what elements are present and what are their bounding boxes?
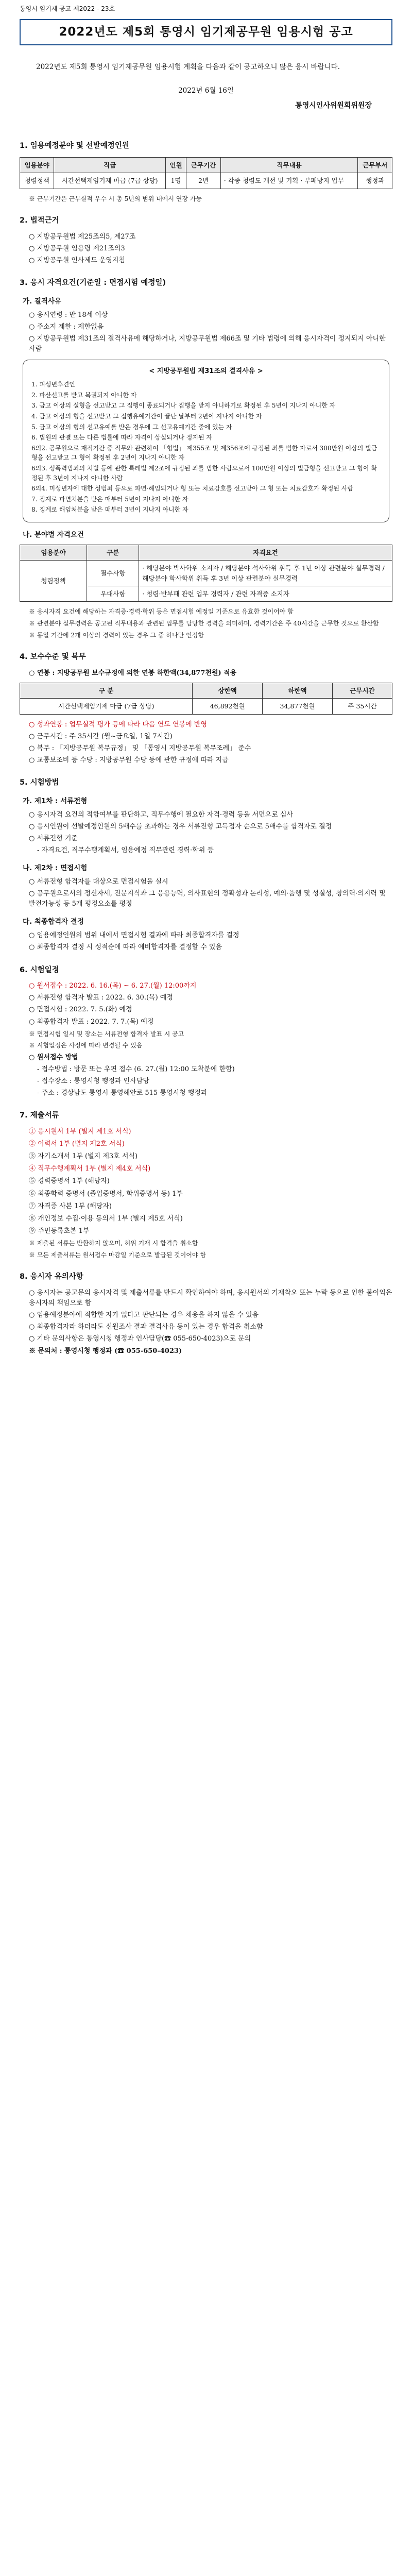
col-header: 인원 — [165, 157, 186, 173]
list-item: - 접수장소 : 통영시청 행정과 인사담당 — [37, 1077, 149, 1086]
salary-line: ○ 연봉 : 지방공무원 보수규정에 의한 연봉 하한액(34,877천원) 적용 — [29, 669, 237, 677]
list-item: ④ 직무수행계획서 1부 (별지 제4호 서식) — [29, 1165, 151, 1173]
section-5-title: 5. 시험방법 — [20, 778, 59, 787]
contact-line: ※ 문의처 : 통영시청 행정과 (☎ 055-650-4023) — [29, 1347, 182, 1355]
section-4-title: 4. 보수수준 및 복무 — [20, 653, 86, 662]
list-item: ○ 지방공무원법 제31조의 결격사유에 해당하거나, 지방공무원법 제66조 및 기타 법령에 의해 응시자격이 정지되지 아니한 사람 — [29, 334, 386, 353]
list-item: - 접수방법 : 방문 또는 우편 접수 (6. 27.(월) 12:00 도착분에 한함) — [37, 1065, 235, 1073]
box-item: 6의2. 공무원으로 재직기간 중 직무와 관련하여 「형법」 제355조 및 제356조에 규정된 죄를 범한 자로서 300만원 이상의 벌금형을 선고받고 그 형이 확정된 후 2년이 지나지 아니한 자 — [31, 444, 377, 462]
table-cell: 2년 — [186, 173, 220, 189]
box-item: 6의4. 미성년자에 대한 성범죄 등으로 파면·해임되거나 형 또는 치료감호를 선고받아 그 형 또는 치료감호가 확정된 사람 — [31, 485, 353, 493]
notice-date: 2022년 6월 16일 — [178, 86, 234, 95]
list-item: ○ 복무 : 「지방공무원 복무규정」 및 「통영시 지방공무원 복무조례」 준수 — [29, 744, 251, 752]
table-cell: 시간선택제임기제 마급 (7급 상당) — [20, 699, 193, 714]
list-item: ⑤ 경력증명서 1부 (해당자) — [29, 1177, 110, 1185]
list-item: ③ 자기소개서 1부 (별지 제3호 서식) — [29, 1153, 138, 1161]
table-cell: 청렴정책 — [20, 173, 54, 189]
col-header: 임용분야 — [20, 157, 54, 173]
col-header: 하한액 — [263, 683, 333, 698]
list-item: ○ 최종합격자 결정 시 성적순에 따라 예비합격자를 결정할 수 있음 — [29, 943, 222, 952]
note: ※ 관련분야 실무경력은 공고된 직무내용과 관련된 업무를 담당한 경력을 의미하며, 경력기간은 주 40시간을 근무한 것으로 환산함 — [29, 620, 379, 628]
page-title: 2022년도 제5회 통영시 임기제공무원 임용시험 공고 — [59, 25, 353, 39]
list-item: ○ 교통보조비 등 수당 : 지방공무원 수당 등에 관한 규정에 따라 지급 — [29, 756, 229, 764]
box-title: < 지방공무원법 제31조의 결격사유 > — [149, 367, 263, 376]
disqualification-box — [23, 360, 389, 522]
col-header: 직급 — [54, 157, 165, 173]
list-item: ○ 지방공무원법 제25조의5, 제27조 — [29, 232, 136, 241]
list-item: ○ 임용예정분야에 적합한 자가 없다고 판단되는 경우 채용을 하지 않을 수 있음 — [29, 1311, 259, 1319]
section-2-title: 2. 법적근거 — [20, 216, 59, 225]
list-item: ○ 서류전형 합격자를 대상으로 면접시험을 실시 — [29, 878, 168, 886]
table-cell: · 각종 청렴도 개선 및 기획 · 부패방지 업무 — [220, 173, 358, 189]
list-item: ○ 지방공무원 임용령 제21조의3 — [29, 244, 125, 252]
section-7-title: 7. 제출서류 — [20, 1111, 59, 1120]
list-item: ⑧ 개인정보 수집·이용 동의서 1부 (별지 제5호 서식) — [29, 1214, 183, 1223]
subsection-title: 나. 분야별 자격요건 — [23, 531, 84, 539]
qualification-table — [20, 545, 392, 602]
table-cell: 주 35시간 — [332, 699, 392, 714]
note: ※ 모든 제출서류는 원서접수 마감일 기준으로 발급된 것이어야 함 — [29, 1251, 206, 1259]
col-header: 상한액 — [193, 683, 263, 698]
subsection-title: 가. 결격사유 — [23, 297, 62, 306]
box-item: 1. 피성년후견인 — [31, 381, 75, 388]
list-item: ⑦ 자격증 사본 1부 (해당자) — [29, 1202, 112, 1210]
box-item: 6의3. 성폭력범죄의 처벌 등에 관한 특례법 제2조에 규정된 죄를 범한 사람으로서 100만원 이상의 벌금형을 선고받고 그 형이 확정된 후 3년이 지나지 아니한 사람 — [31, 465, 377, 482]
note: ※ 근무기간은 근무실적 우수 시 총 5년의 범위 내에서 연장 가능 — [29, 195, 202, 202]
signer: 통영시인사위원회위원장 — [295, 101, 372, 110]
title-box — [20, 19, 392, 46]
note: ※ 동일 기간에 2개 이상의 경력이 있는 경우 그 중 하나만 인정함 — [29, 631, 204, 639]
list-item: ⑨ 주민등록초본 1부 — [29, 1227, 90, 1235]
table-cell: · 해당분야 박사학위 소지자 / 해당분야 석사학위 취득 후 1년 이상 관련분야 실무경력 / 해당분야 학사학위 취득 후 3년 이상 관련분야 실무경력 — [139, 561, 392, 586]
subsection-title: 가. 제1차 : 서류전형 — [23, 796, 88, 805]
list-item: ① 응시원서 1부 (별지 제1호 서식) — [29, 1127, 131, 1136]
note: ※ 면접시험 일시 및 장소는 서류전형 합격자 발표 시 공고 — [29, 1030, 184, 1038]
subsection-title: 나. 제2차 : 면접시험 — [23, 864, 88, 873]
list-item: ○ 기타 문의사항은 통영시청 행정과 인사담당(☎ 055-650-4023)으로 문의 — [29, 1335, 251, 1343]
section-1-title: 1. 임용예정분야 및 선발예정인원 — [20, 142, 129, 150]
table-cell: 청렴정책 — [20, 561, 87, 602]
list-item: ○ 서류전형 기준 — [29, 834, 78, 842]
list-item: - 주소 : 경상남도 통영시 통영해안로 515 통영시청 행정과 — [37, 1089, 208, 1097]
box-item: 7. 징계로 파면처분을 받은 때부터 5년이 지나지 아니한 자 — [31, 495, 188, 503]
table-cell: 시간선택제임기제 마급 (7급 상당) — [54, 173, 165, 189]
box-item: 5. 금고 이상의 형의 선고유예를 받은 경우에 그 선고유예기간 중에 있는 자 — [31, 423, 232, 431]
list-item: ○ 지방공무원 인사제도 운영지침 — [29, 257, 125, 265]
list-item: ○ 원서접수 : 2022. 6. 16.(목) ~ 6. 27.(월) 12:00까지 — [29, 982, 197, 990]
table-cell: 필수사항 — [87, 561, 139, 586]
note: ※ 제출된 서류는 반환하지 않으며, 허위 기재 시 합격을 취소함 — [29, 1240, 198, 1247]
document-list — [20, 1127, 392, 1236]
col-header: 임용분야 — [20, 545, 87, 560]
list-item: ○ 면접시험 : 2022. 7. 5.(화) 예정 — [29, 1006, 132, 1014]
list-item: ○ 근무시간 : 주 35시간 (월~금요일, 1일 7시간) — [29, 732, 173, 740]
col-header: 구분 — [87, 545, 139, 560]
apply-method-title: ○ 원서접수 방법 — [29, 1053, 78, 1061]
col-header: 근무기간 — [186, 157, 220, 173]
list-item: ○ 성과연봉 : 업무실적 평가 등에 따라 다음 연도 연봉에 반영 — [29, 720, 207, 728]
box-item: 4. 금고 이상의 형을 선고받고 그 집행유예기간이 끝난 날부터 2년이 지나지 아니한 자 — [31, 413, 262, 420]
notice-number: 통영시 임기제 공고 제2022 - 23호 — [20, 5, 115, 12]
list-item: ○ 임용예정인원의 범위 내에서 면접시험 결과에 따라 최종합격자를 결정 — [29, 931, 239, 940]
list-item: ○ 응시자는 공고문의 응시자격 및 제출서류를 반드시 확인하여야 하며, 응시원서의 기재착오 또는 누락 등으로 인한 불이익은 응시자의 책임으로 함 — [29, 1289, 392, 1307]
table-row — [20, 699, 392, 714]
col-header: 근무부서 — [358, 157, 392, 173]
list-item: ○ 최종합격자 발표 : 2022. 7. 7.(목) 예정 — [29, 1018, 154, 1026]
table-row — [20, 561, 392, 586]
col-header: 자격요건 — [139, 545, 392, 560]
box-item: 8. 징계로 해임처분을 받은 때부터 3년이 지나지 아니한 자 — [31, 506, 188, 514]
col-header: 직무내용 — [220, 157, 358, 173]
pay-table — [20, 683, 392, 715]
intro-text: 2022년도 제5회 통영시 임기제공무원 임용시험 계획을 다음과 같이 공고하오니 많은 응시 바랍니다. — [36, 63, 340, 72]
section-6-title: 6. 시험일정 — [20, 965, 59, 974]
box-item: 6. 법원의 판결 또는 다른 법률에 따라 자격이 상실되거나 정지된 자 — [31, 434, 212, 442]
list-item: ② 이력서 1부 (별지 제2호 서식) — [29, 1140, 125, 1148]
list-item: ○ 최종합격자라 하더라도 신원조사 결과 결격사유 등이 있는 경우 합격을 취소함 — [29, 1323, 263, 1331]
subsection-title: 다. 최종합격자 결정 — [23, 918, 84, 926]
table-cell: 행정과 — [358, 173, 392, 189]
list-item: ⑥ 최종학력 증명서 (졸업증명서, 학위증명서 등) 1부 — [29, 1190, 183, 1198]
table-cell: 46,892천원 — [193, 699, 263, 714]
box-item: 2. 파산선고를 받고 복권되지 아니한 자 — [31, 391, 137, 399]
note: ※ 응시자격 요건에 해당하는 자격증·경력·학위 등은 면접시험 예정일 기준으로 유효한 것이어야 함 — [29, 608, 294, 616]
recruit-table — [20, 157, 392, 189]
list-item: ○ 주소지 제한 : 제한없음 — [29, 323, 104, 331]
list-item: ○ 응시자격 요건의 적합여부를 판단하고, 직무수행에 필요한 자격·경력 등을 서면으로 심사 — [29, 810, 294, 819]
col-header: 구 분 — [20, 683, 193, 698]
section-8-title: 8. 응시자 유의사항 — [20, 1273, 83, 1281]
table-cell: 우대사항 — [87, 586, 139, 602]
section-3-title: 3. 응시 자격요건(기준일 : 면접시험 예정일) — [20, 279, 166, 287]
table-cell: 34,877천원 — [263, 699, 333, 714]
list-item: ○ 응시연령 : 만 18세 이상 — [29, 311, 108, 319]
col-header: 근무시간 — [332, 683, 392, 698]
list-item: ○ 서류전형 합격자 발표 : 2022. 6. 30.(목) 예정 — [29, 994, 173, 1002]
table-cell: · 청렴·반부패 관련 업무 경력자 / 관련 자격증 소지자 — [139, 586, 392, 602]
note: ※ 시험일정은 사정에 따라 변경될 수 있음 — [29, 1042, 143, 1049]
list-item: ○ 공무원으로서의 정신자세, 전문지식과 그 응용능력, 의사표현의 정확성과 논리성, 예의·품행 및 성실성, 창의력·의지력 및 발전가능성 등 5개 평정요소를 평정 — [29, 890, 386, 908]
table-row — [20, 173, 392, 189]
table-cell: 1명 — [165, 173, 186, 189]
list-item: ○ 응시인원이 선발예정인원의 5배수를 초과하는 경우 서류전형 고득점자 순으로 5배수를 합격자로 결정 — [29, 822, 332, 831]
list-item: - 자격요건, 직무수행계획서, 임용예정 직무관련 경력·학위 등 — [37, 846, 214, 854]
box-item: 3. 금고 이상의 실형을 선고받고 그 집행이 종료되거나 집행을 받지 아니하기로 확정된 후 5년이 지나지 아니한 자 — [31, 402, 336, 410]
